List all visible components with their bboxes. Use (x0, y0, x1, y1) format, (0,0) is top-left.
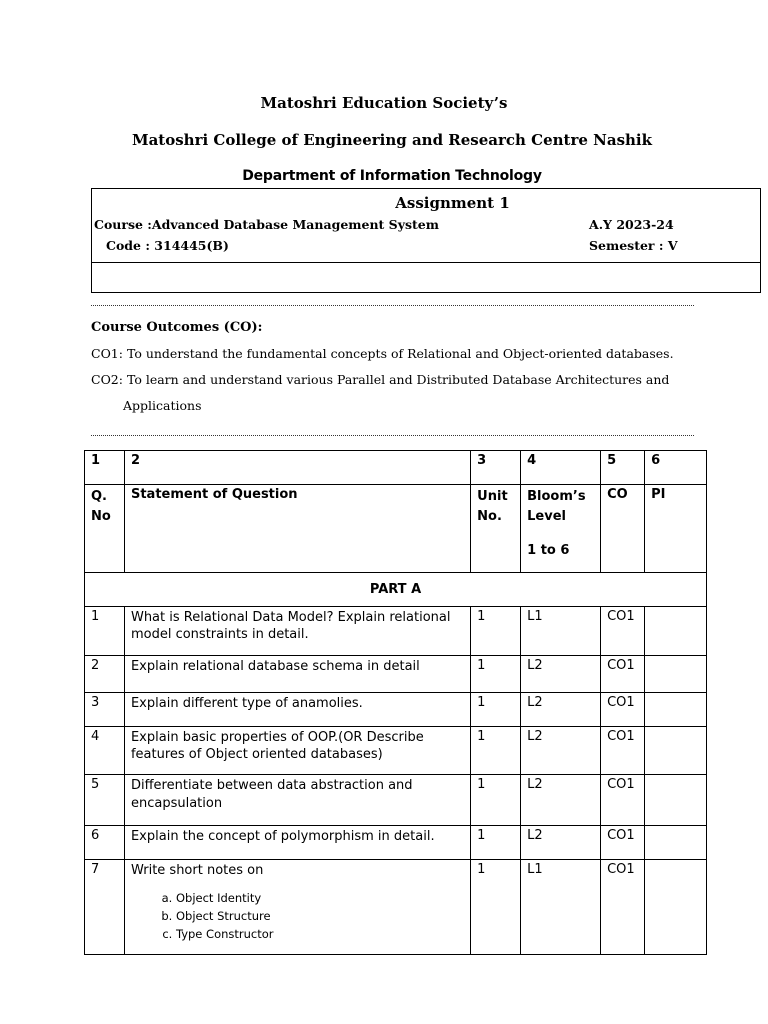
column-number: 4 (521, 451, 601, 485)
table-row (85, 860, 707, 955)
question-table (84, 450, 707, 955)
pi-cell (645, 656, 707, 693)
list-item: b. Object Structure (176, 907, 464, 925)
column-number: 1 (85, 451, 125, 485)
question-text: What is Relational Data Model? Explain relational model constraints in detail. (124, 607, 470, 656)
course-outcome: CO1 (601, 693, 645, 727)
unit-number: 1 (471, 727, 521, 775)
blooms-header-line: Level (527, 509, 566, 524)
unit-number: 1 (471, 656, 521, 693)
course-outcome: CO1 (601, 826, 645, 860)
blooms-header-line: Bloom’s (527, 489, 586, 504)
assignment-title: Assignment 1 (395, 194, 510, 212)
question-number: 3 (85, 693, 125, 727)
blooms-level: L2 (521, 775, 601, 826)
unit-header (471, 485, 521, 573)
course-name: Course :Advanced Database Management System (94, 217, 439, 232)
question-text: Explain different type of anamolies. (124, 693, 470, 727)
course-outcomes-heading: Course Outcomes (CO): (91, 320, 263, 335)
question-text: Explain basic properties of OOP.(OR Describe features of Object oriented databases) (124, 727, 470, 775)
part-row (85, 573, 707, 607)
pi-cell (645, 775, 707, 826)
unit-header-line: No. (477, 509, 502, 524)
academic-year: A.Y 2023-24 (589, 217, 674, 232)
unit-number: 1 (471, 860, 521, 955)
department-name: Department of Information Technology (242, 168, 542, 184)
column-header-row (85, 485, 707, 573)
course-code: Code : 314445(B) (106, 238, 229, 253)
course-outcome-2: CO2: To learn and understand various Parallel and Distributed Database Architectures and (91, 372, 670, 387)
course-outcome: CO1 (601, 607, 645, 656)
qno-header (85, 485, 125, 573)
question-number: 7 (85, 860, 125, 955)
blooms-level: L2 (521, 656, 601, 693)
table-row (85, 693, 707, 727)
question-number: 4 (85, 727, 125, 775)
list-item: a. Object Identity (176, 889, 464, 907)
question-number: 6 (85, 826, 125, 860)
column-number: 5 (601, 451, 645, 485)
course-outcome-1: CO1: To understand the fundamental concepts of Relational and Object-oriented databases. (91, 346, 674, 361)
qno-header-line: No (91, 509, 111, 524)
table-row (85, 656, 707, 693)
blooms-header-line: 1 to 6 (527, 543, 570, 558)
question-number: 2 (85, 656, 125, 693)
column-number: 3 (471, 451, 521, 485)
course-outcome: CO1 (601, 775, 645, 826)
table-row (85, 775, 707, 826)
table-row (85, 727, 707, 775)
blooms-level: L2 (521, 727, 601, 775)
question-text: Differentiate between data abstraction and encapsulation (124, 775, 470, 826)
semester: Semester : V (589, 238, 678, 253)
blooms-level: L1 (521, 607, 601, 656)
column-number: 2 (124, 451, 470, 485)
info-box-divider (91, 262, 761, 263)
part-label: PART A (85, 573, 707, 607)
qno-header-line: Q. (91, 489, 107, 504)
society-name: Matoshri Education Society’s (260, 94, 508, 112)
dotted-separator (91, 435, 694, 436)
pi-cell (645, 607, 707, 656)
question-text-cell (124, 860, 470, 955)
course-outcome: CO1 (601, 860, 645, 955)
statement-header: Statement of Question (124, 485, 470, 573)
unit-number: 1 (471, 607, 521, 656)
pi-cell (645, 860, 707, 955)
pi-cell (645, 727, 707, 775)
unit-number: 1 (471, 693, 521, 727)
column-number: 6 (645, 451, 707, 485)
list-item: c. Type Constructor (176, 925, 464, 943)
question-text: Explain the concept of polymorphism in detail. (124, 826, 470, 860)
blooms-level: L2 (521, 693, 601, 727)
question-text: Explain relational database schema in detail (124, 656, 470, 693)
pi-cell (645, 693, 707, 727)
unit-header-line: Unit (477, 489, 508, 504)
pi-cell (645, 826, 707, 860)
question-number: 5 (85, 775, 125, 826)
question-number: 1 (85, 607, 125, 656)
blooms-level: L2 (521, 826, 601, 860)
short-notes-list (131, 889, 464, 943)
dotted-separator (91, 305, 694, 306)
unit-number: 1 (471, 775, 521, 826)
table-row (85, 607, 707, 656)
column-number-row (85, 451, 707, 485)
blooms-level-header (521, 485, 601, 573)
course-outcome: CO1 (601, 727, 645, 775)
pi-header: PI (645, 485, 707, 573)
course-outcome: CO1 (601, 656, 645, 693)
course-outcome-2-continued: Applications (123, 398, 202, 413)
table-row (85, 826, 707, 860)
question-text: Write short notes on (130, 863, 264, 878)
unit-number: 1 (471, 826, 521, 860)
college-name: Matoshri College of Engineering and Research Centre Nashik (131, 131, 653, 149)
blooms-level: L1 (521, 860, 601, 955)
co-header: CO (601, 485, 645, 573)
